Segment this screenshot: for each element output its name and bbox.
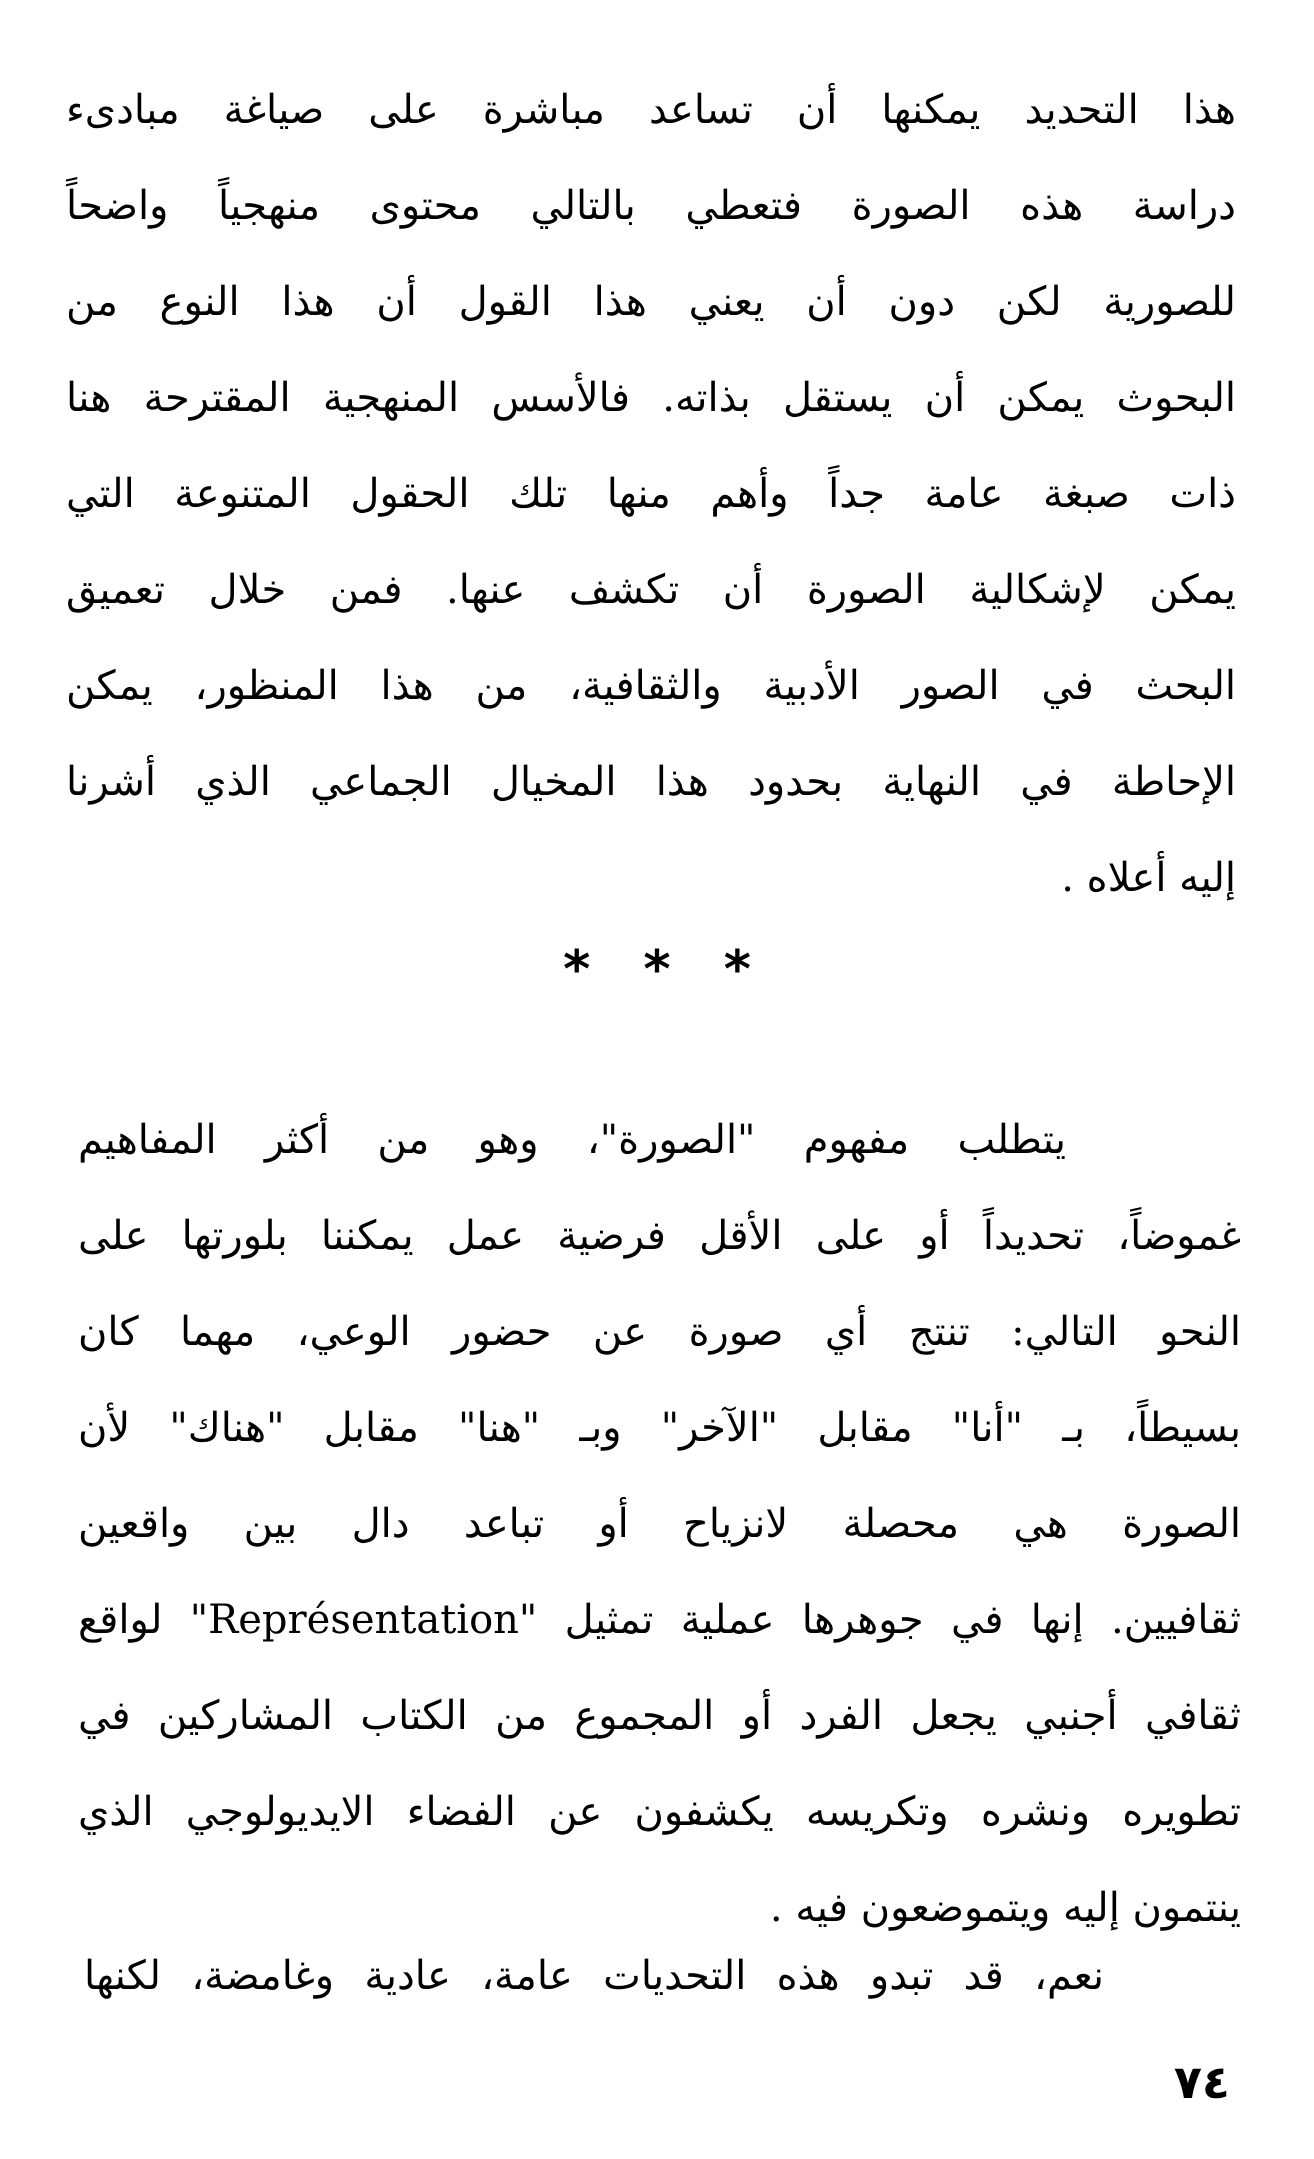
- text-line: دراسة هذه الصورة فتعطي بالتالي محتوى منهجياً واضحاً: [66, 183, 1236, 229]
- text-line: ذات صبغة عامة جداً وأهم منها تلك الحقول المتنوعة التي: [66, 471, 1236, 517]
- asterisk-ornament: *: [643, 940, 671, 1000]
- asterisk-ornament: *: [563, 940, 591, 1000]
- text-line: ينتمون إليه ويتموضعون فيه .: [769, 1885, 1241, 1931]
- text-line: الصورة هي محصلة لانزياح أو تباعد دال بين واقعين: [78, 1501, 1241, 1547]
- section-separator: [0, 940, 1314, 1000]
- text-line: بسيطاً، بـ "أنا" مقابل "الآخر" وبـ "هنا" مقابل "هناك" لأن: [78, 1405, 1241, 1451]
- asterisk-ornament: *: [723, 940, 751, 1000]
- text-line: إليه أعلاه .: [1061, 855, 1236, 901]
- text-line: غموضاً، تحديداً أو على الأقل فرضية عمل يمكننا بلورتها على: [78, 1213, 1241, 1259]
- text-line: يمكن لإشكالية الصورة أن تكشف عنها. فمن خلال تعميق: [66, 567, 1236, 613]
- text-line: الإحاطة في النهاية بحدود هذا المخيال الجماعي الذي أشرنا: [66, 759, 1236, 805]
- text-line: النحو التالي: تنتج أي صورة عن حضور الوعي، مهما كان: [78, 1309, 1241, 1355]
- text-line: تطويره ونشره وتكريسه يكشفون عن الفضاء الايديولوجي الذي: [78, 1789, 1241, 1835]
- text-line: هذا التحديد يمكنها أن تساعد مباشرة على صياغة مبادىء: [66, 87, 1236, 133]
- text-line: ثقافي أجنبي يجعل الفرد أو المجموع من الكتاب المشاركين في: [78, 1693, 1241, 1739]
- paragraph-3: [84, 1928, 1104, 2024]
- text-line: نعم، قد تبدو هذه التحديات عامة، عادية وغامضة، لكنها: [84, 1953, 1104, 1999]
- paragraph-1: [66, 62, 1236, 926]
- text-line: يتطلب مفهوم "الصورة"، وهو من أكثر المفاهيم: [78, 1117, 1066, 1163]
- text-line: ثقافيين. إنها في جوهرها عملية تمثيل "Représentation" لواقع: [78, 1597, 1241, 1643]
- text-line: للصورية لكن دون أن يعني هذا القول أن هذا النوع من: [66, 279, 1236, 325]
- page-number: ٧٤: [1173, 2055, 1230, 2109]
- paragraph-2: [78, 1092, 1241, 1956]
- text-line: البحوث يمكن أن يستقل بذاته. فالأسس المنهجية المقترحة هنا: [66, 375, 1236, 421]
- text-line: البحث في الصور الأدبية والثقافية، من هذا المنظور، يمكن: [66, 663, 1236, 709]
